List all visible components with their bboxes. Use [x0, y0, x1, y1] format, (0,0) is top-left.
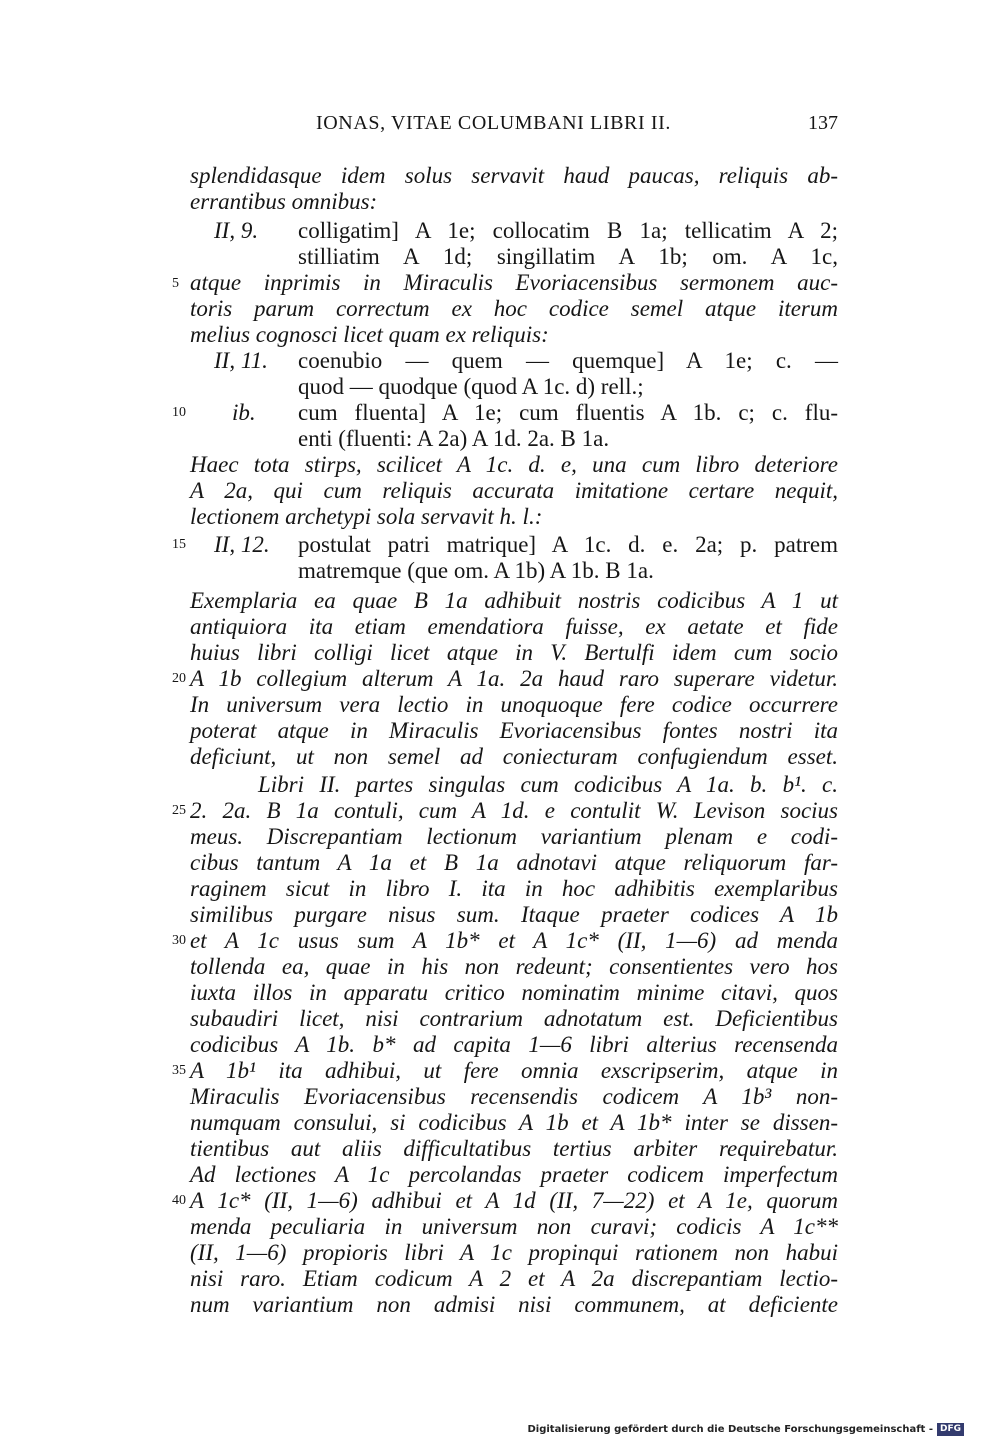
text-line: huius libri colligi licet atque in V. Bertulfi idem cum socio — [190, 640, 838, 665]
text-line: tientibus aut aliis difficultatibus tertius arbiter requirebatur. — [190, 1136, 838, 1161]
line-number: 40 — [172, 1193, 186, 1208]
text-line: similibus purgare nisus sum. Itaque praeter codices A 1b — [190, 902, 838, 927]
footer-credit: Digitalisierung gefördert durch die Deutsche Forschungsgemeinschaft - — [527, 1423, 933, 1435]
dfg-logo: DFG — [937, 1423, 964, 1436]
text-line: num variantium non admisi nisi communem, at deficiente — [190, 1292, 838, 1317]
text-line: toris parum correctum ex hoc codice semel atque iterum — [190, 296, 838, 321]
line-number: 25 — [172, 803, 186, 818]
page-number: 137 — [808, 112, 838, 134]
line-number: 30 — [172, 933, 186, 948]
text-line: enti (fluenti: A 2a) A 1d. 2a. B 1a. — [298, 426, 610, 451]
text-line: splendidasque idem solus servavit haud paucas, reliquis ab- — [190, 163, 838, 188]
entry-text: cum fluenta] A 1e; cum fluentis A 1b. c; c. flu- — [298, 400, 838, 425]
text-line: subaudiri licet, nisi contrarium adnotatum est. Deficientibus — [190, 1006, 838, 1031]
line-number: 35 — [172, 1063, 186, 1078]
entry-text: colligatim] A 1e; collocatim B 1a; tellicatim A 2; — [298, 218, 838, 243]
text-line: A 1b¹ ita adhibui, ut fere omnia exscripserim, atque in — [190, 1058, 838, 1083]
text-line: A 2a, qui cum reliquis accurata imitatione certare nequit, — [190, 478, 838, 503]
text-line: atque inprimis in Miraculis Evoriacensibus sermonem auc- — [190, 270, 838, 295]
digitization-footer — [527, 1422, 964, 1436]
text-line: (II, 1—6) propioris libri A 1c propinqui rationem non habui — [190, 1240, 838, 1265]
chapter-reference: II, 12. — [214, 532, 270, 557]
text-line: menda peculiaria in universum non curavi; codicis A 1c** — [190, 1214, 838, 1239]
text-line: In universum vera lectio in unoquoque fere codice occurrere — [190, 692, 838, 717]
text-line: 2. 2a. B 1a contuli, cum A 1d. e contulit W. Levison socius — [190, 798, 838, 823]
text-line: numquam consului, si codicibus A 1b et A 1b* inter se dissen- — [190, 1110, 838, 1135]
text-line: codicibus A 1b. b* ad capita 1—6 libri alterius recensenda — [190, 1032, 838, 1057]
text-line: Haec tota stirps, scilicet A 1c. d. e, una cum libro deteriore — [190, 452, 838, 477]
text-line: matremque (que om. A 1b) A 1b. B 1a. — [298, 558, 654, 583]
text-line: nisi raro. Etiam codicum A 2 et A 2a discrepantiam lectio- — [190, 1266, 838, 1291]
text-line: meus. Discrepantiam lectionum variantium plenam e codi- — [190, 824, 838, 849]
text-line: errantibus omnibus: — [190, 189, 378, 214]
text-line: Miraculis Evoriacensibus recensendis codicem A 1b³ non- — [190, 1084, 838, 1109]
text-line: tollenda ea, quae in his non redeunt; consentientes vero hos — [190, 954, 838, 979]
text-line: cibus tantum A 1a et B 1a adnotavi atque reliquorum far- — [190, 850, 838, 875]
text-line: quod — quodque (quod A 1c. d) rell.; — [298, 374, 644, 399]
text-line: antiquiora ita etiam emendatiora fuisse, ex aetate et fide — [190, 614, 838, 639]
variant-entry — [190, 532, 838, 558]
line-number: 15 — [172, 537, 186, 552]
variant-entry — [190, 348, 838, 374]
text-line: A 1c* (II, 1—6) adhibui et A 1d (II, 7—22) et A 1e, quorum — [190, 1188, 838, 1213]
text-line: stilliatim A 1d; singillatim A 1b; om. A 1c, — [298, 244, 838, 269]
chapter-reference: II, 9. — [214, 218, 259, 243]
text-line: Libri II. partes singulas cum codicibus A 1a. b. b¹. c. — [258, 772, 838, 797]
line-number: 20 — [172, 671, 186, 686]
text-line: poterat atque in Miraculis Evoriacensibus fontes nostri ita — [190, 718, 838, 743]
variant-entry — [190, 218, 838, 244]
text-line: A 1b collegium alterum A 1a. 2a haud raro superare videtur. — [190, 666, 838, 691]
text-line: Exemplaria ea quae B 1a adhibuit nostris codicibus A 1 ut — [190, 588, 838, 613]
chapter-reference: II, 11. — [214, 348, 268, 373]
text-line: iuxta illos in apparatu critico nominatim minime citavi, quos — [190, 980, 838, 1005]
text-line: lectionem archetypi sola servavit h. l.: — [190, 504, 543, 529]
line-number: 10 — [172, 405, 186, 420]
text-line: et A 1c usus sum A 1b* et A 1c* (II, 1—6) ad menda — [190, 928, 838, 953]
running-title: IONAS, VITAE COLUMBANI LIBRI II. — [316, 112, 671, 134]
text-line: raginem sicut in libro I. ita in hoc adhibitis exemplaribus — [190, 876, 838, 901]
chapter-reference: ib. — [232, 400, 256, 425]
entry-text: postulat patri matrique] A 1c. d. e. 2a; p. patrem — [298, 532, 838, 557]
text-line: Ad lectiones A 1c percolandas praeter codicem imperfectum — [190, 1162, 838, 1187]
line-number: 5 — [172, 276, 179, 291]
variant-entry — [190, 400, 838, 426]
text-line: melius cognosci licet quam ex reliquis: — [190, 322, 549, 347]
page-header — [190, 112, 838, 142]
text-line: deficiunt, ut non semel ad coniecturam confugiendum esset. — [190, 744, 838, 769]
entry-text: coenubio — quem — quemque] A 1e; c. — — [298, 348, 838, 373]
